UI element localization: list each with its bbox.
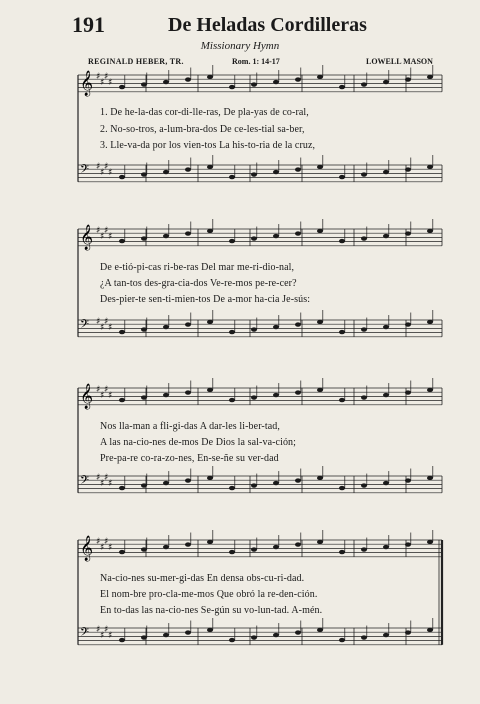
treble-clef-icon: 𝄞 [80,225,94,250]
note-head [119,398,125,402]
note-head [383,170,389,174]
note-head [141,327,147,331]
sharp-icon: ♯ [100,78,105,88]
bass-clef-icon: 𝄢 [80,163,90,179]
bass-clef-icon: 𝄢 [80,474,90,490]
note-head [119,638,125,642]
sharp-icon: ♯ [108,323,113,333]
note-head [163,481,169,485]
sharp-icon: ♯ [96,72,101,82]
note-head [317,229,323,233]
note-head [273,481,279,485]
note-head [405,390,411,394]
sharp-icon: ♯ [104,385,109,395]
sharp-icon: ♯ [96,385,101,395]
composer-credit: LOWELL MASON [366,57,433,66]
note-head [251,236,257,240]
note-head [405,630,411,634]
lyric-line: 2. No-so-tros, a-lum-bra-dos De ce-les-tial sa-ber, [100,124,305,135]
note-head [317,388,323,392]
note-head [295,167,301,171]
note-head [273,80,279,84]
lyric-line: En to-das las na-cio-nes Se-gún su vo-lun-tad. A-mén. [100,605,323,616]
sharp-icon: ♯ [104,162,109,172]
note-head [229,638,235,642]
lyric-line: Pre-pa-re co-ra-zo-nes, En-se-ñe su ver-dad [100,453,279,464]
treble-clef-icon: 𝄞 [80,384,94,409]
hymn-number: 191 [72,12,105,37]
note-head [229,175,235,179]
note-head [317,540,323,544]
sharp-icon: ♯ [104,537,109,547]
lyric-line: De e-tió-pi-cas ri-be-ras Del mar me-ri-dio-nal, [100,262,295,273]
sharp-icon: ♯ [96,162,101,172]
sharp-icon: ♯ [100,543,105,553]
note-head [207,476,213,480]
lyric-line: A las na-cio-nes de-mos De Dios la sal-va-ción; [100,437,297,448]
lyric-line: Nos lla-man a fli-gi-das A dar-les li-ber-tad, [100,421,280,432]
note-head [361,547,367,551]
note-head [361,483,367,487]
note-head [427,628,433,632]
note-head [405,322,411,326]
note-head [295,322,301,326]
note-head [339,175,345,179]
note-head [251,483,257,487]
note-head [251,547,257,551]
note-head [251,172,257,176]
sharp-icon: ♯ [108,168,113,178]
sharp-icon: ♯ [108,232,113,242]
lyric-line: 1. De he-la-das cor-di-lle-ras, De pla-yas de co-ral, [100,107,309,118]
lyric-line: 3. Lle-va-da por los vien-tos La his-to-ria de la cruz, [100,140,316,151]
note-head [383,80,389,84]
note-head [163,234,169,238]
note-head [207,75,213,79]
note-head [361,172,367,176]
note-head [207,165,213,169]
sharp-icon: ♯ [100,323,105,333]
note-head [185,542,191,546]
note-head [361,82,367,86]
note-head [141,395,147,399]
note-head [163,545,169,549]
sharp-icon: ♯ [108,391,113,401]
note-head [273,545,279,549]
sharp-icon: ♯ [96,473,101,483]
note-head [273,234,279,238]
note-head [383,545,389,549]
treble-clef-icon: 𝄞 [80,71,94,96]
note-head [339,486,345,490]
note-head [251,635,257,639]
note-head [251,82,257,86]
note-head [295,542,301,546]
note-head [405,231,411,235]
note-head [427,75,433,79]
note-head [119,175,125,179]
note-head [361,395,367,399]
note-head [383,481,389,485]
note-head [317,628,323,632]
note-head [273,325,279,329]
sharp-icon: ♯ [108,631,113,641]
note-head [119,85,125,89]
sharp-icon: ♯ [108,78,113,88]
sharp-icon: ♯ [104,625,109,635]
note-head [339,330,345,334]
note-head [339,398,345,402]
note-head [361,327,367,331]
note-head [427,229,433,233]
note-head [427,320,433,324]
note-head [405,167,411,171]
note-head [295,77,301,81]
sharp-icon: ♯ [108,543,113,553]
note-head [317,320,323,324]
tune-name: Missionary Hymn [200,40,280,52]
note-head [141,236,147,240]
sharp-icon: ♯ [100,631,105,641]
note-head [339,239,345,243]
note-head [207,388,213,392]
note-head [119,486,125,490]
author-credit: REGINALD HEBER, TR. [88,57,184,66]
sharp-icon: ♯ [100,479,105,489]
note-head [229,550,235,554]
note-head [317,75,323,79]
sharp-icon: ♯ [108,479,113,489]
note-head [339,550,345,554]
note-head [163,170,169,174]
sharp-icon: ♯ [96,537,101,547]
note-head [163,325,169,329]
note-head [339,85,345,89]
note-head [427,388,433,392]
lyric-line: Na-cio-nes su-mer-gi-das En densa obs-cu-ri-dad. [100,573,305,584]
note-head [141,547,147,551]
note-head [383,393,389,397]
note-head [405,77,411,81]
note-head [207,320,213,324]
note-head [361,236,367,240]
note-head [273,633,279,637]
sharp-icon: ♯ [96,625,101,635]
note-head [119,239,125,243]
note-head [405,542,411,546]
note-head [251,395,257,399]
note-head [427,165,433,169]
note-head [185,167,191,171]
note-head [229,85,235,89]
note-head [295,630,301,634]
note-head [163,80,169,84]
note-head [383,234,389,238]
sharp-icon: ♯ [96,226,101,236]
note-head [185,77,191,81]
note-head [229,398,235,402]
note-head [383,325,389,329]
note-head [185,322,191,326]
sharp-icon: ♯ [100,168,105,178]
note-head [185,630,191,634]
note-head [405,478,411,482]
note-head [427,476,433,480]
note-head [163,393,169,397]
note-head [317,165,323,169]
note-head [185,231,191,235]
note-head [427,540,433,544]
note-head [295,390,301,394]
sharp-icon: ♯ [104,317,109,327]
scripture-reference: Rom. 1: 14-17 [232,57,280,66]
note-head [185,390,191,394]
lyric-line: ¿A tan-tos des-gra-cia-dos Ve-re-mos pe-re-cer? [100,278,297,289]
note-head [207,540,213,544]
note-head [295,478,301,482]
hymn-title: De Heladas Cordilleras [168,14,367,36]
lyric-line: El nom-bre pro-cla-me-mos Que obró la re-den-ción. [100,589,318,600]
note-head [295,231,301,235]
note-head [185,478,191,482]
note-head [229,486,235,490]
sharp-icon: ♯ [104,72,109,82]
bass-clef-icon: 𝄢 [80,318,90,334]
note-head [119,550,125,554]
note-head [229,330,235,334]
note-head [339,638,345,642]
note-head [229,239,235,243]
sharp-icon: ♯ [104,226,109,236]
note-head [251,327,257,331]
note-head [141,172,147,176]
note-head [141,635,147,639]
note-head [141,82,147,86]
note-head [141,483,147,487]
note-head [317,476,323,480]
note-head [273,170,279,174]
note-head [163,633,169,637]
note-head [273,393,279,397]
bass-clef-icon: 𝄢 [80,626,90,642]
lyric-line: Des-pier-te sen-ti-mien-tos De a-mor ha-cia Je-sús: [100,294,311,305]
sharp-icon: ♯ [100,391,105,401]
note-head [207,628,213,632]
note-head [383,633,389,637]
note-head [361,635,367,639]
sharp-icon: ♯ [104,473,109,483]
sharp-icon: ♯ [100,232,105,242]
sharp-icon: ♯ [96,317,101,327]
note-head [119,330,125,334]
treble-clef-icon: 𝄞 [80,536,94,561]
note-head [207,229,213,233]
